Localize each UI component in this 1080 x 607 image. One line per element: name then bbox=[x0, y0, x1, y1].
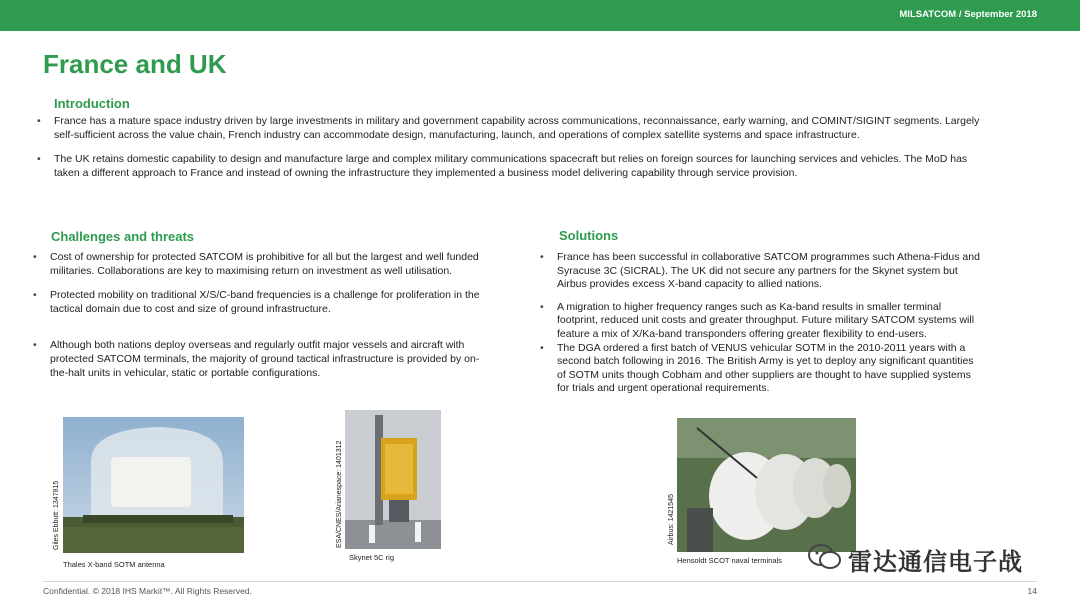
thales-antenna-photo bbox=[63, 417, 244, 553]
solutions-bullet: • The DGA ordered a first batch of VENUS vehicular SOTM in the 2010-2011 years with a second batch following in 2016. The British Army is yet to deploy any significant quantities of SOTM units though Cobham and other suppliers are thought to have supplied systems for trials and urgent operational requirements. bbox=[540, 342, 980, 396]
header-bar bbox=[0, 0, 1080, 31]
solutions-heading: Solutions bbox=[559, 228, 619, 243]
naval-terminals-photo bbox=[677, 418, 856, 552]
challenges-list bbox=[33, 251, 483, 380]
introduction-bullet: • The UK retains domestic capability to design and manufacture large and complex military communications spacecraft but relies on foreign sources for launching services and vehicles. The MoD has taken a different approach to France and instead of owning the infrastructure they implemented a business model delivering capability through service provision. bbox=[37, 153, 992, 180]
wechat-icon bbox=[808, 543, 842, 576]
introduction-bullet: • France has a mature space industry driven by large investments in military and government capability across communications, reconnaissance, early warning, and COMINT/SIGINT segments. Largely self-sufficient across the value chain, French industry can accommodate design, manufacturing, launch, and operations of complex satellite systems and space infrastructure. bbox=[37, 115, 992, 142]
watermark-text: 雷达通信电子战 bbox=[848, 549, 1023, 576]
watermark bbox=[808, 542, 1023, 577]
solutions-list bbox=[540, 251, 980, 396]
image-credit: Airbus: 1421545 bbox=[668, 494, 675, 545]
challenges-bullet: • Protected mobility on traditional X/S/C-band frequencies is a challenge for proliferation in the tactical domain due to cost and size of ground infrastructure. bbox=[33, 289, 483, 316]
challenges-heading: Challenges and threats bbox=[51, 229, 195, 244]
introduction-heading: Introduction bbox=[54, 96, 130, 111]
image-caption: Thales X-band SOTM antenna bbox=[63, 560, 165, 569]
header-tag: MILSATCOM / September 2018 bbox=[899, 9, 1037, 20]
introduction-list bbox=[37, 115, 992, 180]
page-number: 14 bbox=[1027, 586, 1037, 596]
skynet-rig-photo bbox=[345, 410, 441, 549]
solutions-bullet: • A migration to higher frequency ranges such as Ka-band results in smaller terminal footprint, reduced unit costs and greater throughput. Future military SATCOM systems will feature a mix of X/Ka-band transponders offering greater flexibility to end-users. bbox=[540, 301, 980, 342]
challenges-bullet: • Although both nations deploy overseas and regularly outfit major vessels and aircraft with protected SATCOM terminals, the majority of ground tactical infrastructure is provided by on-the-halt units in vehicular, static or portable configurations. bbox=[33, 339, 483, 380]
image-caption: Hensoldt SCOT naval terminals bbox=[677, 556, 782, 565]
image-credit: ESA/CNES/Arianespace: 1401312 bbox=[336, 440, 343, 548]
footer-text: Confidential. © 2018 IHS Markit™. All Rights Reserved. bbox=[43, 586, 252, 596]
image-caption: Skynet 5C rig bbox=[349, 553, 395, 562]
image-credit: Giles Ebbutt: 1347815 bbox=[53, 480, 60, 550]
solutions-bullet: • France has been successful in collaborative SATCOM programmes such Athena-Fidus and Syracuse 3C (SICRAL). The UK did not secure any partners for the Skynet system but Airbus provides excess X-band capacity to allied nations. bbox=[540, 251, 980, 292]
slide-title: France and UK bbox=[43, 49, 227, 79]
footer-divider bbox=[43, 581, 1037, 582]
challenges-bullet: • Cost of ownership for protected SATCOM is prohibitive for all but the largest and well funded militaries. Collaborations are key to maximising return on investment as well utilisation. bbox=[33, 251, 483, 278]
